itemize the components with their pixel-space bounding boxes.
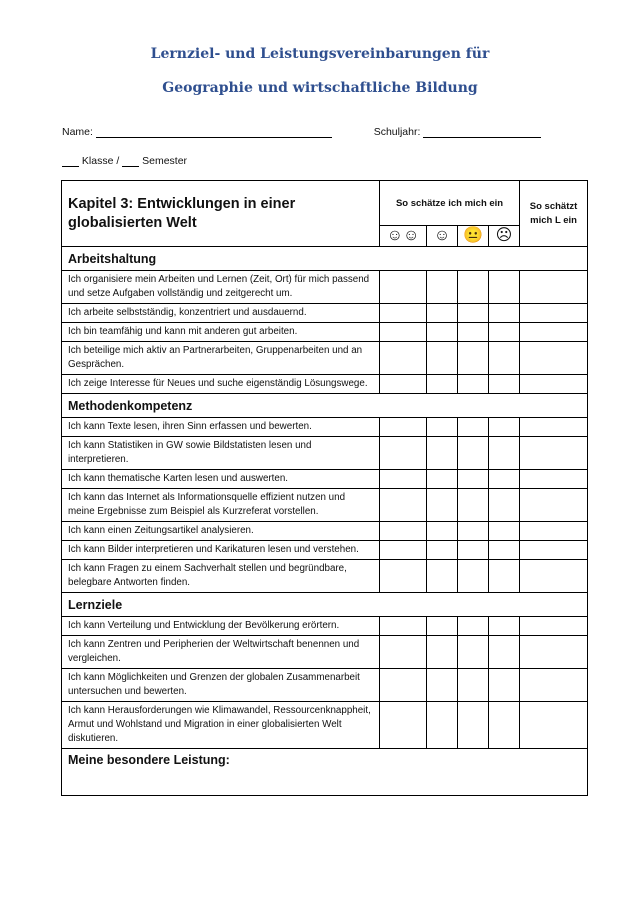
table-row — [62, 437, 588, 470]
criterion-text: Ich kann Fragen zu einem Sachverhalt stellen und begründbare, belegbare Antworten finden. — [62, 560, 380, 593]
table-row — [62, 418, 588, 437]
self-rating-cell[interactable] — [458, 470, 489, 489]
teacher-rating-cell[interactable] — [520, 437, 588, 470]
self-rating-cell[interactable] — [427, 271, 458, 304]
self-rating-cell[interactable] — [489, 375, 520, 394]
table-row — [62, 617, 588, 636]
semester-field[interactable] — [122, 156, 139, 167]
happy-smiley-icon: ☺ — [427, 226, 458, 247]
self-rating-cell[interactable] — [380, 636, 427, 669]
self-rating-cell[interactable] — [380, 470, 427, 489]
teacher-rating-cell[interactable] — [520, 375, 588, 394]
criterion-text: Ich kann Herausforderungen wie Klimawandel, Ressourcenknappheit, Armut und Wohlstand und Migration in einer globalisierten Welt diskutieren. — [62, 702, 380, 749]
chapter-title: Kapitel 3: Entwicklungen in einer globalisierten Welt — [62, 181, 380, 247]
self-rating-cell[interactable] — [427, 617, 458, 636]
self-rating-cell[interactable] — [489, 489, 520, 522]
neutral-smiley-icon: 😐 — [458, 226, 489, 247]
criterion-text: Ich kann Zentren und Peripherien der Weltwirtschaft benennen und vergleichen. — [62, 636, 380, 669]
document-title-line1: Lernziel- und Leistungsvereinbarungen für — [150, 46, 490, 62]
class-label: Klasse / — [81, 155, 120, 167]
self-rating-cell[interactable] — [489, 470, 520, 489]
teacher-assessment-header: So schätzt mich L ein — [520, 181, 588, 247]
self-rating-cell[interactable] — [427, 342, 458, 375]
self-rating-cell[interactable] — [489, 304, 520, 323]
self-rating-cell[interactable] — [489, 323, 520, 342]
self-rating-cell[interactable] — [489, 636, 520, 669]
teacher-rating-cell[interactable] — [520, 342, 588, 375]
self-rating-cell[interactable] — [380, 323, 427, 342]
self-rating-cell[interactable] — [380, 522, 427, 541]
self-rating-cell[interactable] — [380, 702, 427, 749]
self-rating-cell[interactable] — [458, 418, 489, 437]
criterion-text: Ich arbeite selbstständig, konzentriert und ausdauernd. — [62, 304, 380, 323]
self-rating-cell[interactable] — [458, 617, 489, 636]
self-rating-cell[interactable] — [489, 271, 520, 304]
self-rating-cell[interactable] — [380, 560, 427, 593]
self-rating-cell[interactable] — [458, 522, 489, 541]
self-rating-cell[interactable] — [458, 323, 489, 342]
self-rating-cell[interactable] — [380, 669, 427, 702]
table-row — [62, 636, 588, 669]
teacher-rating-cell[interactable] — [520, 702, 588, 749]
section-methodenkompetenz: Methodenkompetenz — [62, 394, 588, 418]
teacher-rating-cell[interactable] — [520, 522, 588, 541]
self-rating-cell[interactable] — [380, 617, 427, 636]
name-year-row — [62, 126, 541, 138]
section-arbeitshaltung: Arbeitshaltung — [62, 247, 588, 271]
self-rating-cell[interactable] — [380, 342, 427, 375]
teacher-rating-cell[interactable] — [520, 271, 588, 304]
self-rating-cell[interactable] — [380, 418, 427, 437]
class-semester-row — [62, 155, 187, 167]
assessment-table — [61, 180, 588, 796]
table-row — [62, 702, 588, 749]
criterion-text: Ich kann das Internet als Informationsquelle effizient nutzen und meine Ergebnisse zum Beispiel als Kurzreferat vorstellen. — [62, 489, 380, 522]
self-rating-cell[interactable] — [380, 271, 427, 304]
self-rating-cell[interactable] — [427, 437, 458, 470]
document-title-line2: Geographie und wirtschaftliche Bildung — [162, 80, 478, 96]
self-rating-cell[interactable] — [458, 375, 489, 394]
self-rating-cell[interactable] — [489, 702, 520, 749]
teacher-rating-cell[interactable] — [520, 617, 588, 636]
table-row — [62, 489, 588, 522]
self-rating-cell[interactable] — [458, 669, 489, 702]
table-row — [62, 522, 588, 541]
self-rating-cell[interactable] — [489, 560, 520, 593]
criterion-text: Ich kann Bilder interpretieren und Karikaturen lesen und verstehen. — [62, 541, 380, 560]
self-rating-cell[interactable] — [489, 617, 520, 636]
criterion-text: Ich bin teamfähig und kann mit anderen gut arbeiten. — [62, 323, 380, 342]
teacher-rating-cell[interactable] — [520, 323, 588, 342]
self-rating-cell[interactable] — [427, 541, 458, 560]
self-rating-cell[interactable] — [489, 437, 520, 470]
class-field[interactable] — [62, 156, 79, 167]
criterion-text: Ich kann einen Zeitungsartikel analysieren. — [62, 522, 380, 541]
self-rating-cell[interactable] — [489, 669, 520, 702]
self-rating-cell[interactable] — [458, 271, 489, 304]
teacher-rating-cell[interactable] — [520, 470, 588, 489]
special-achievement-field[interactable]: Meine besondere Leistung: — [62, 749, 588, 796]
teacher-rating-cell[interactable] — [520, 489, 588, 522]
self-rating-cell[interactable] — [489, 418, 520, 437]
criterion-text: Ich kann Texte lesen, ihren Sinn erfassen und bewerten. — [62, 418, 380, 437]
table-row — [62, 541, 588, 560]
criterion-text: Ich beteilige mich aktiv an Partnerarbeiten, Gruppenarbeiten und an Gesprächen. — [62, 342, 380, 375]
self-rating-cell[interactable] — [458, 304, 489, 323]
self-rating-cell[interactable] — [427, 323, 458, 342]
self-rating-cell[interactable] — [458, 489, 489, 522]
self-rating-cell[interactable] — [380, 375, 427, 394]
self-rating-cell[interactable] — [427, 470, 458, 489]
self-rating-cell[interactable] — [489, 522, 520, 541]
self-rating-cell[interactable] — [427, 669, 458, 702]
criterion-text: Ich kann Statistiken in GW sowie Bildstatisten lesen und interpretieren. — [62, 437, 380, 470]
table-row — [62, 375, 588, 394]
self-rating-cell[interactable] — [458, 560, 489, 593]
self-rating-cell[interactable] — [458, 702, 489, 749]
self-rating-cell[interactable] — [380, 437, 427, 470]
criterion-text: Ich kann thematische Karten lesen und auswerten. — [62, 470, 380, 489]
self-rating-cell[interactable] — [427, 418, 458, 437]
name-label: Name: — [62, 126, 93, 138]
table-row — [62, 271, 588, 304]
self-rating-cell[interactable] — [458, 541, 489, 560]
criterion-text: Ich kann Möglichkeiten und Grenzen der globalen Zusammenarbeit untersuchen und bewerten. — [62, 669, 380, 702]
self-rating-cell[interactable] — [380, 541, 427, 560]
teacher-rating-cell[interactable] — [520, 418, 588, 437]
self-rating-cell[interactable] — [380, 304, 427, 323]
year-field[interactable] — [423, 126, 541, 138]
criterion-text: Ich kann Verteilung und Entwicklung der Bevölkerung erörtern. — [62, 617, 380, 636]
self-rating-cell[interactable] — [427, 489, 458, 522]
table-row — [62, 560, 588, 593]
self-rating-cell[interactable] — [427, 304, 458, 323]
self-rating-cell[interactable] — [427, 522, 458, 541]
self-rating-cell[interactable] — [380, 489, 427, 522]
year-label: Schuljahr: — [373, 126, 421, 138]
table-row — [62, 470, 588, 489]
self-rating-cell[interactable] — [489, 541, 520, 560]
very-happy-smiley-icon: ☺☺ — [380, 226, 427, 247]
self-rating-cell[interactable] — [458, 342, 489, 375]
teacher-rating-cell[interactable] — [520, 541, 588, 560]
section-lernziele: Lernziele — [62, 593, 588, 617]
self-rating-cell[interactable] — [427, 560, 458, 593]
table-row — [62, 304, 588, 323]
teacher-rating-cell[interactable] — [520, 669, 588, 702]
table-row — [62, 323, 588, 342]
self-rating-cell[interactable] — [427, 375, 458, 394]
self-rating-cell[interactable] — [427, 702, 458, 749]
self-rating-cell[interactable] — [458, 437, 489, 470]
table-row — [62, 342, 588, 375]
self-rating-cell[interactable] — [458, 636, 489, 669]
teacher-rating-cell[interactable] — [520, 304, 588, 323]
teacher-rating-cell[interactable] — [520, 560, 588, 593]
criterion-text: Ich zeige Interesse für Neues und suche eigenständig Lösungswege. — [62, 375, 380, 394]
self-assessment-header: So schätze ich mich ein — [380, 181, 520, 226]
table-row — [62, 669, 588, 702]
self-rating-cell[interactable] — [489, 342, 520, 375]
semester-label: Semester — [142, 155, 188, 167]
self-rating-cell[interactable] — [427, 636, 458, 669]
sad-smiley-icon: ☹ — [489, 226, 520, 247]
name-field[interactable] — [96, 126, 332, 138]
teacher-rating-cell[interactable] — [520, 636, 588, 669]
criterion-text: Ich organisiere mein Arbeiten und Lernen (Zeit, Ort) für mich passend und setze Aufgaben vollständig und zeitgerecht um. — [62, 271, 380, 304]
